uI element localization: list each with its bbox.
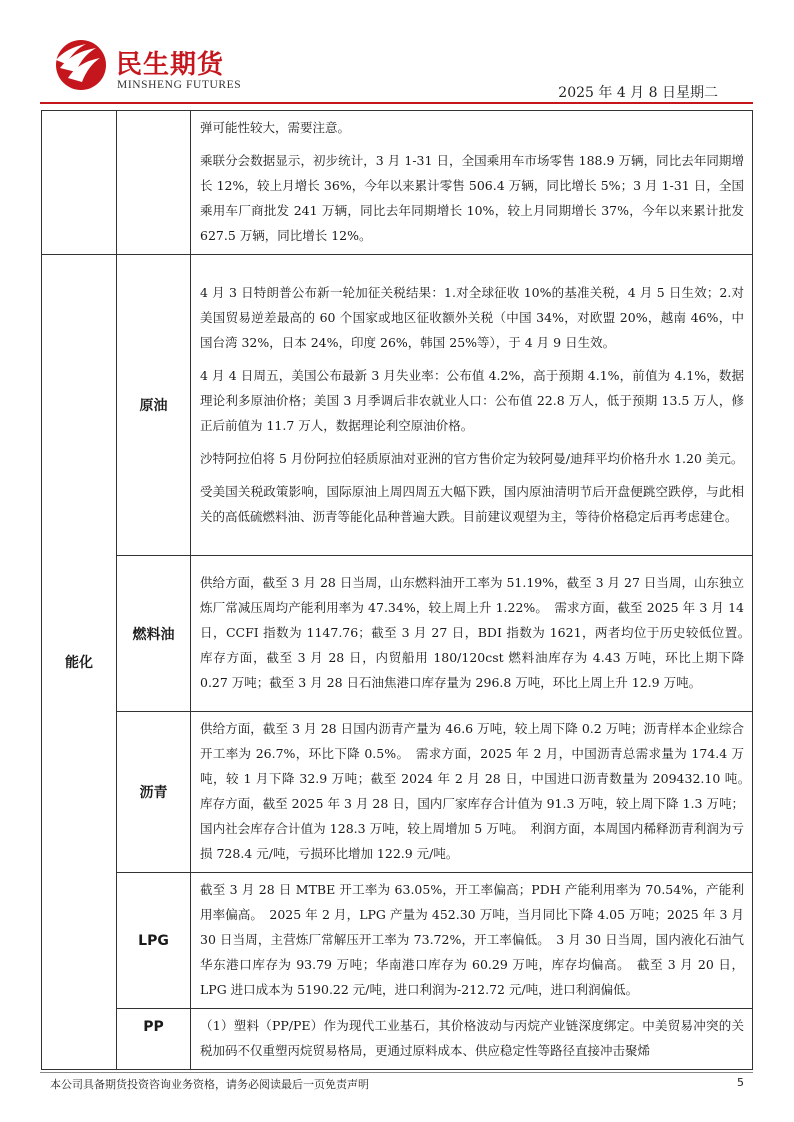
content-cell-lpg [191, 873, 753, 1009]
brand-name-cn: 民生期货 [116, 50, 225, 80]
paragraph: 供给方面，截至 3 月 28 日当周，山东燃料油开工率为 51.19%，截至 3 月 27 日当周，山东独立炼厂常减压周均产能利用率为 47.34%，较上周上升 1.22%。 需求方面，截至 2025 年 3 月 14 日，CCFI 指数为 1147.76；截至 3 月 27 日，BDI 指数为 1621，两者均位于历史较低位置。 库存方面，截至 3 月 28 日，内贸船用 180/120cst 燃料油库存为 4.43 万吨，环比上期下降 0.27 万吨；截至 3 月 28 日石油焦港口库存量为 296.8 万吨，环比上周上升 12.9 万吨。 [200, 575, 757, 690]
product-label-pp: PP [117, 1009, 191, 1070]
table-row [42, 873, 753, 1009]
paragraph: 受美国关税政策影响，国际原油上周四周五大幅下跌，国内原油清明节后开盘便跳空跌停，与此相关的高低硫燃料油、沥青等能化品种普遍大跌。目前建议观望为主，等待价格稳定后再考虑建仓。 [200, 483, 744, 524]
category-label: 能化 [42, 255, 117, 1070]
content-cell-crude [191, 255, 753, 556]
product-label-fueloil: 燃料油 [117, 556, 191, 712]
paragraph: 弹可能性较大，需要注意。 [200, 120, 351, 135]
content-cell-pp [191, 1009, 753, 1070]
report-date: 2025 年 4 月 8 日星期二 [558, 85, 718, 101]
product-cell-empty [117, 111, 191, 255]
content-cell-auto [191, 111, 753, 255]
table-row [42, 111, 753, 255]
table-row [42, 712, 753, 873]
header-divider [40, 102, 753, 104]
content-cell-fueloil [191, 556, 757, 712]
minsheng-logo-icon [52, 38, 110, 92]
paragraph: 乘联分会数据显示，初步统计，3 月 1-31 日，全国乘用车市场零售 188.9 万辆，同比去年同期增长 12%，较上月增长 36%，今年以来累计零售 506.4 万辆，同比增长 5%；3 月 1-31 日，全国乘用车厂商批发 241 万辆，同比去年同期增长 10%，较上月同期增长 37%，今年以来累计批发 627.5 万辆，同比增长 12%。 [200, 153, 744, 243]
table-row [42, 556, 753, 712]
paragraph: 4 月 3 日特朗普公布新一轮加征关税结果：1.对全球征收 10%的基准关税，4 月 5 日生效；2.对美国贸易逆差最高的 60 个国家或地区征收额外关税（中国 34%，对欧盟 20%，越南 46%，中国台湾 32%，日本 24%，印度 26%，韩国 25%等），于 4 月 9 日生效。 [200, 284, 744, 350]
page-number: 5 [737, 1076, 744, 1089]
page-header [0, 0, 794, 110]
content-cell-asphalt [191, 712, 757, 873]
product-label-asphalt: 沥青 [117, 712, 191, 873]
product-label-lpg: LPG [117, 873, 191, 1009]
table-row [42, 1009, 753, 1070]
category-cell-empty [42, 111, 117, 255]
product-label-crude: 原油 [117, 255, 191, 556]
table-row [42, 255, 753, 556]
paragraph: 4 月 4 日周五，美国公布最新 3 月失业率：公布值 4.2%，高于预期 4.1%，前值为 4.1%，数据理论利多原油价格；美国 3 月季调后非农就业人口：公布值 22.8 万人，低于预期 13.5 万人，修正后前值为 11.7 万人，数据理论利空原油价格。 [200, 367, 744, 433]
footer-divider [40, 1072, 753, 1073]
brand-name-en: MINSHENG FUTURES [117, 79, 242, 91]
paragraph: 截至 3 月 28 日 MTBE 开工率为 63.05%，开工率偏高；PDH 产能利用率为 70.54%，产能利用率偏高。 2025 年 2 月，LPG 产量为 452.30 万吨，当月同比下降 4.05 万吨；2025 年 3 月 30 日当周，主营炼厂常解压开工率为 73.72%，开工率偏低。 3 月 30 日当周，国内液化石油气华东港口库存为 93.79 万吨；华南港口库存为 60.29 万吨，库存均偏高。 截至 3 月 20 日，LPG 进口成本为 5190.22 元/吨，进口利润为-212.72 元/吨，进口利润偏低。 [200, 882, 744, 997]
footer-disclaimer: 本公司具备期货投资咨询业务资格，请务必阅读最后一页免责声明 [50, 1078, 369, 1091]
paragraph: 沙特阿拉伯将 5 月份阿拉伯轻质原油对亚洲的官方售价定为较阿曼/迪拜平均价格升水 1.20 美元。 [200, 450, 744, 466]
paragraph: （1）塑料（PP/PE）作为现代工业基石，其价格波动与丙烷产业链深度绑定。中美贸易冲突的关税加码不仅重塑丙烷贸易格局，更通过原料成本、供应稳定性等路径直接冲击聚烯 [200, 1018, 744, 1058]
paragraph: 供给方面，截至 3 月 28 日国内沥青产量为 46.6 万吨，较上周下降 0.2 万吨；沥青样本企业综合开工率为 26.7%，环比下降 0.5%。 需求方面，2025 年 2 月，中国沥青总需求量为 174.4 万吨，较 1 月下降 32.9 万吨；截至 2024 年 2 月 28 日，中国进口沥青数量为 209432.10 吨。 库存方面，截至 2025 年 3 月 28 日，国内厂家库存合计值为 91.3 万吨，较上周下降 1.3 万吨；国内社会库存合计值为 128.3 万吨，较上周增加 5 万吨。 利润方面，本周国内稀释沥青利润为亏损 728.4 元/吨，亏损环比增加 122.9 元/吨。 [200, 721, 757, 861]
commodity-table [41, 110, 757, 1070]
